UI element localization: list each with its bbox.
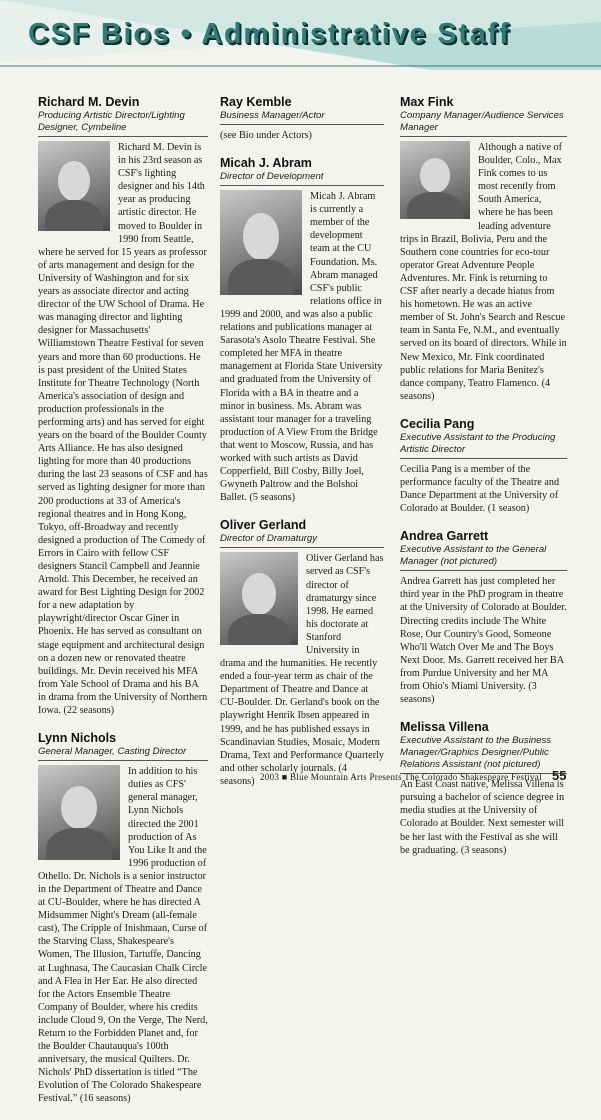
- bio-name: Max Fink: [400, 95, 454, 109]
- column-3: [400, 95, 567, 871]
- headshot-photo: [220, 190, 302, 295]
- bio-text: Cecilia Pang is a member of the performance faculty of the Theatre and Dance Department at the University of Colorado at Boulder. (1 season): [400, 463, 560, 515]
- bio-name: Melissa Villena: [400, 720, 489, 735]
- bio-role: Director of Dramaturgy: [220, 533, 384, 548]
- bio-role: Executive Assistant to the General Manager (not pictured): [400, 544, 567, 571]
- bio-text: Andrea Garrett has just completed her third year in the PhD program in theatre at the University of Colorado at Boulder. Directing credits include The White Rose, Our Country's Good, Someone Who'll Watch Over Me and The Boys Next Door. Ms. Garrett received her BA from Purdue University and her MA from Ohio's Miami University. (3 seasons): [400, 576, 567, 706]
- bio-fink: [400, 95, 567, 403]
- bio-name: Ray Kemble: [220, 95, 292, 109]
- bio-abram: [220, 156, 384, 504]
- bio-name: Micah J. Abram: [220, 156, 312, 171]
- bio-role: Business Manager/Actor: [220, 110, 384, 125]
- bio-role: Director of Development: [220, 171, 384, 186]
- bio-text: (see Bio under Actors): [220, 130, 312, 141]
- bio-kemble: [220, 95, 384, 142]
- column-1: [38, 95, 208, 1120]
- headshot-photo: [400, 141, 470, 219]
- bio-text: In addition to his duties as CFS' general manager, Lynn Nichols directed the 2001 production of As You Like It and the 1996 production of Othello. Dr. Nichols is a senior instructor in the Department of Theatre and Dance at CU-Boulder, where he has directed A Midsummer Night's Dream (all-female cast), The Cripple of Inishmaan, Curse of the Starving Class, Shakespeare's Women, The Illusion, Tartuffe, Dancing at Lughnasa, The Caucasian Chalk Circle and A Flea in Her Ear. He also directed for the Actors Ensemble Theatre Company of Boulder, where his credits include Cloud 9, On the Verge, The Nerd, Return to the Forbidden Planet and, for the Boulder Chautauqua's 100th anniversary, the musical Quilters. Dr. Nichols' PhD dissertation is titled “The Evolution of The Colorado Shakespeare Festival.” (16 seasons): [38, 766, 208, 1105]
- bio-pang: [400, 417, 567, 515]
- headshot-photo: [38, 765, 120, 860]
- headshot-photo: [38, 141, 110, 231]
- headshot-photo: [220, 552, 298, 645]
- bio-name: Oliver Gerland: [220, 518, 307, 533]
- bio-name: Lynn Nichols: [38, 731, 117, 746]
- page-number: 55: [552, 768, 567, 783]
- bio-text: Richard M. Devin is in his 23rd season as CSF's lighting designer and his 14th year as producing artistic director. He moved to Boulder in 1990 from Seattle, where he served for 15 years as professor of arts management and design for the University of Washington and for six years as associate director and acting director of the UW School of Drama. He was managing director and lighting designer for Massachusetts' Williamstown Theatre Festival for seven years and more than 60 productions. He is past president of the United States Institute for Theatre Technology (North America's association of design and production professionals in the performing arts) and has served for eight years on the board of the Boulder County Arts Alliance. He has also designed lighting for more than 40 productions during the last 23 seasons of CSF and has served as lighting designer for more than 200 productions at 33 of America's regional theatres and in Hong Kong, Tokyo, off-Broadway and recently designed a production of The Comedy of Errors in Cairo with fellow CSF designers Stancil Campbell and Jeannie Arnold. This December, he received an award for Best Lighting Design for 2002 for a new adaptation by playwright/director Oscar Giner in Phoenix. He has served as consultant on stage equipment and architectural design on a dozen new or renovated theatre buildings. Mr. Devin received his MFA from Yale School of Drama and his BA in drama from the University of Northern Iowa. (22 seasons): [38, 142, 208, 717]
- bio-name: Cecilia Pang: [400, 416, 475, 431]
- bio-gerland: [220, 518, 384, 788]
- bio-text: Oliver Gerland has served as CSF's director of dramaturgy since 1998. He earned his doctorate at Stanford University in drama and the humanities. He recently ended a four-year term as chair of the Department of Theatre and Dance at CU-Boulder. Dr. Gerland's book on the playwright Henrik Ibsen appeared in 1999, and he has published essays in Scandinavian Studies, Mosaic, Modern Drama, Text and Performance Quarterly and other scholarly journals. (4 seasons): [220, 553, 385, 787]
- page-title: CSF Bios • Administrative Staff: [28, 18, 511, 50]
- bio-name: Richard M. Devin: [38, 95, 140, 109]
- bio-role: Company Manager/Audience Services Manager: [400, 110, 567, 137]
- bio-text: An East Coast native, Melissa Villena is pursuing a bachelor of science degree in media studies at the University of Colorado at Boulder. Next semester will be her last with the Festival as she will be graduating. (3 seasons): [400, 779, 565, 856]
- bio-role: General Manager, Casting Director: [38, 746, 208, 761]
- bio-name: Andrea Garrett: [400, 529, 489, 544]
- bio-text: Micah J. Abram is currently a member of the development team at the CU Foundation. Ms. Abram managed CSF's public relations office in 1999 and 2000, and was also a public relations and publications manager at Sarasota's Asolo Theatre Festival. She completed her MFA in theatre management at Florida State University and graduated from the University of Florida with a BA in theatre and a minor in business. Ms. Abram was assistant tour manager for a traveling production of A View From the Bridge that went to Moscow, Russia, and has worked with such artists as David Copperfield, Bill Cosby, Billy Joel, Gwyneth Paltrow and the Bolshoi Ballet. (5 seasons): [220, 191, 383, 504]
- bio-villena: [400, 720, 567, 857]
- column-2: [220, 95, 384, 802]
- bio-nichols: [38, 731, 208, 1105]
- bio-garrett: [400, 529, 567, 706]
- page-footer: 2003 ■ Blue Mountain Arts Presents The Colorado Shakespeare Festival: [260, 772, 542, 782]
- bio-role: Producing Artistic Director/Lighting Designer, Cymbeline: [38, 110, 208, 137]
- bio-text: Although a native of Boulder, Colo., Max Fink comes to us most recently from South America, where he has been leading adventure trips in Brazil, Bolivia, Peru and the Southern cone countries for eco-tour operator Great Adventure People Adventures. Mr. Fink is returning to CSF after nearly a decade hiatus from his hometown. He was an active member of St. John's Search and Rescue team in Santa Fe, N.M., and eventually served on its board of directors. While in New Mexico, Mr. Fink coordinated public relations for Maria Benitez's dance company, Teatro Flamenco. (4 seasons): [400, 142, 567, 402]
- bio-role: Executive Assistant to the Producing Artistic Director: [400, 432, 567, 459]
- bio-role: Executive Assistant to the Business Manager/Graphics Designer/Public Relations Assistant (not pictured): [400, 735, 567, 774]
- bio-devin: [38, 95, 208, 717]
